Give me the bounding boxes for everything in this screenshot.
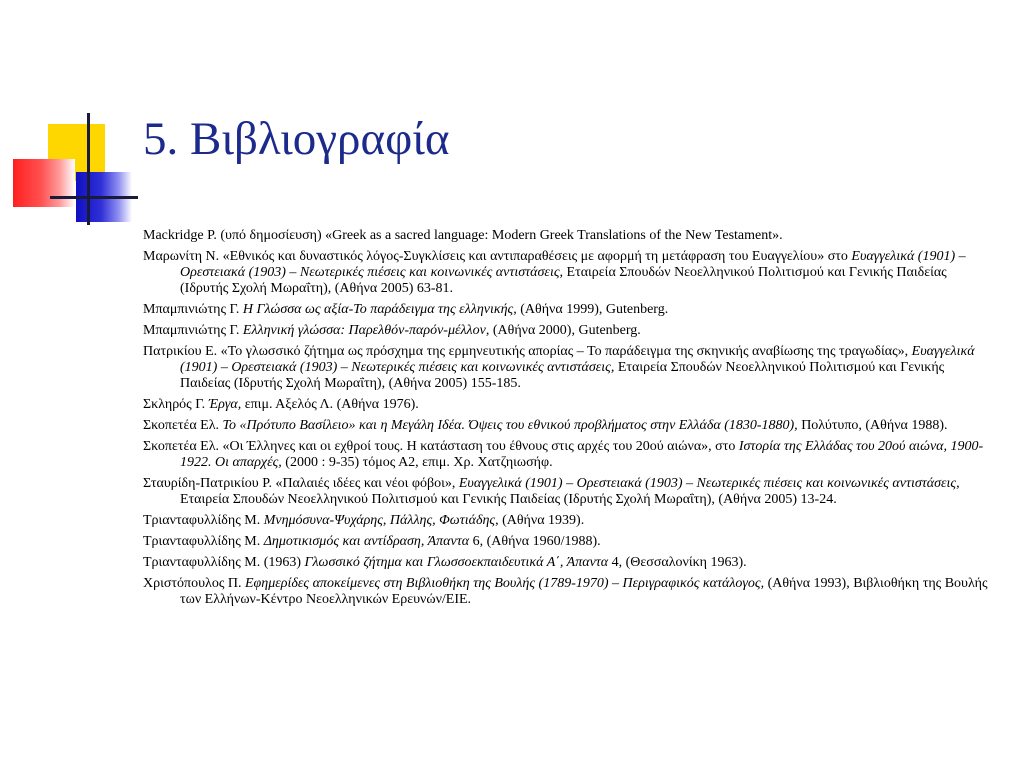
entry-italic-title: Ιστορία της Ελλάδας του 20ού αιώνα, 1900-1922. Οι απαρχές, xyxy=(180,439,984,470)
entry-text: (2000 : 9-35) τόμος Α2, επιμ. Χρ. Χατζηιωσήφ. xyxy=(281,455,553,470)
entry-italic-title: Το «Πρότυπο Βασίλειο» και η Μεγάλη Ιδέα. Όψεις του εθνικού προβλήματος στην Ελλάδα (1830-1880), xyxy=(222,418,798,433)
entry-text: 4, (Θεσσαλονίκη 1963). xyxy=(608,555,747,570)
bibliography-entry xyxy=(143,576,993,608)
entry-text: Εταιρεία Σπουδών Νεοελληνικού Πολιτισμού και Γενικής Παιδείας (Ιδρυτής Σχολή Μωραΐτη), (Αθήνα 2005) 13-24. xyxy=(180,492,837,507)
bibliography-entry xyxy=(143,439,993,471)
entry-text: (Αθήνα 1999), Gutenberg. xyxy=(516,302,669,317)
entry-text: Σκληρός Γ. xyxy=(143,397,209,412)
bibliography-entry xyxy=(143,344,993,392)
slide-title: 5. Βιβλιογραφία xyxy=(143,113,450,165)
bibliography-list xyxy=(143,228,993,613)
entry-text: Τριανταφυλλίδης Μ. xyxy=(143,513,264,528)
logo-horizontal-line xyxy=(50,196,138,199)
entry-italic-title: Έργα, xyxy=(208,397,242,412)
entry-italic-title: Γλωσσικό ζήτημα και Γλωσσοεκπαιδευτικά Α΄, Άπαντα xyxy=(304,555,609,570)
entry-text: Εταιρεία Σπουδών Νεοελληνικού Πολιτισμού και Γενικής Παιδείας (Ιδρυτής Σχολή Μωραΐτη), (Αθήνα 2005) 155-185. xyxy=(180,360,945,391)
entry-italic-title: Η Γλώσσα ως αξία-Το παράδειγμα της ελληνικής, xyxy=(242,302,517,317)
entry-text: Πατρικίου Ε. «Το γλωσσικό ζήτημα ως πρόσχημα της ερμηνευτικής απορίας – Το παράδειγμα της σκηνικής αναβίωσης της τραγωδίας», xyxy=(143,344,912,359)
entry-text: Σκοπετέα Ελ. xyxy=(143,418,223,433)
logo-red-square xyxy=(13,159,75,207)
entry-text: Εταιρεία Σπουδών Νεοελληνικού Πολιτισμού και Γενικής Παιδείας (Ιδρυτής Σχολή Μωραΐτη), (Αθήνα 2005) 63-81. xyxy=(180,265,947,296)
bibliography-entry xyxy=(143,249,993,297)
entry-text: 6, (Αθήνα 1960/1988). xyxy=(469,534,601,549)
entry-text: Μαρωνίτη Ν. «Εθνικός και δυναστικός λόγος-Συγκλίσεις και αντιπαραθέσεις με αφορμή τη μετάφραση του Ευαγγελίου» στο xyxy=(143,249,852,264)
entry-italic-title: Ελληνική γλώσσα: Παρελθόν-παρόν-μέλλον xyxy=(242,323,486,338)
bibliography-entry xyxy=(143,476,993,508)
entry-text: Μπαμπινιώτης Γ. xyxy=(143,302,243,317)
entry-text: Mackridge P. (υπό δημοσίευση) «Greek as a sacred language: Modern Greek Translations of the New Testament». xyxy=(143,228,783,243)
bibliography-entry xyxy=(143,418,993,434)
bibliography-entry xyxy=(143,555,993,571)
bibliography-entry xyxy=(143,228,993,244)
entry-italic-title: Ευαγγελικά (1901) – Ορεστειακά (1903) – Νεωτερικές πιέσεις και κοινωνικές αντιστάσεις, xyxy=(180,249,966,280)
bibliography-entry xyxy=(143,534,993,550)
entry-text: , (Αθήνα 1939). xyxy=(495,513,585,528)
entry-italic-title: Δημοτικισμός και αντίδραση, Άπαντα xyxy=(263,534,470,549)
bibliography-entry xyxy=(143,323,993,339)
bibliography-entry xyxy=(143,302,993,318)
entry-text: (Αθήνα 1993), Βιβλιοθήκη της Βουλής των Ελλήνων-Κέντρο Νεοελληνικών Ερευνών/ΕΙΕ. xyxy=(180,576,988,607)
entry-text: Τριανταφυλλίδης Μ. (1963) xyxy=(143,555,305,570)
entry-italic-title: Μνημόσυνα-Ψυχάρης, Πάλλης, Φωτιάδης xyxy=(263,513,496,528)
entry-text: Σταυρίδη-Πατρικίου Ρ. «Παλαιές ιδέες και νέοι φόβοι», xyxy=(143,476,459,491)
entry-italic-title: Ευαγγελικά (1901) – Ορεστειακά (1903) – Νεωτερικές πιέσεις και κοινωνικές αντιστάσεις, xyxy=(458,476,960,491)
entry-text: Πολύτυπο, (Αθήνα 1988). xyxy=(797,418,948,433)
entry-text: επιμ. Αξελός Λ. (Αθήνα 1976). xyxy=(241,397,419,412)
entry-text: Μπαμπινιώτης Γ. xyxy=(143,323,243,338)
entry-text: Τριανταφυλλίδης Μ. xyxy=(143,534,264,549)
bibliography-entry xyxy=(143,513,993,529)
logo-vertical-line xyxy=(87,113,90,225)
entry-text: Σκοπετέα Ελ. «Οι Έλληνες και οι εχθροί τους. Η κατάσταση του έθνους στις αρχές του 20ού αιώνα», στο xyxy=(143,439,739,454)
entry-italic-title: Εφημερίδες αποκείμενες στη Βιβλιοθήκη της Βουλής (1789-1970) – Περιγραφικός κατάλογος, xyxy=(244,576,765,591)
entry-text: Χριστόπουλος Π. xyxy=(143,576,245,591)
entry-text: , (Αθήνα 2000), Gutenberg. xyxy=(485,323,641,338)
bibliography-entry xyxy=(143,397,993,413)
entry-italic-title: Ευαγγελικά (1901) – Ορεστειακά (1903) – Νεωτερικές πιέσεις και κοινωνικές αντιστάσεις, xyxy=(180,344,975,375)
